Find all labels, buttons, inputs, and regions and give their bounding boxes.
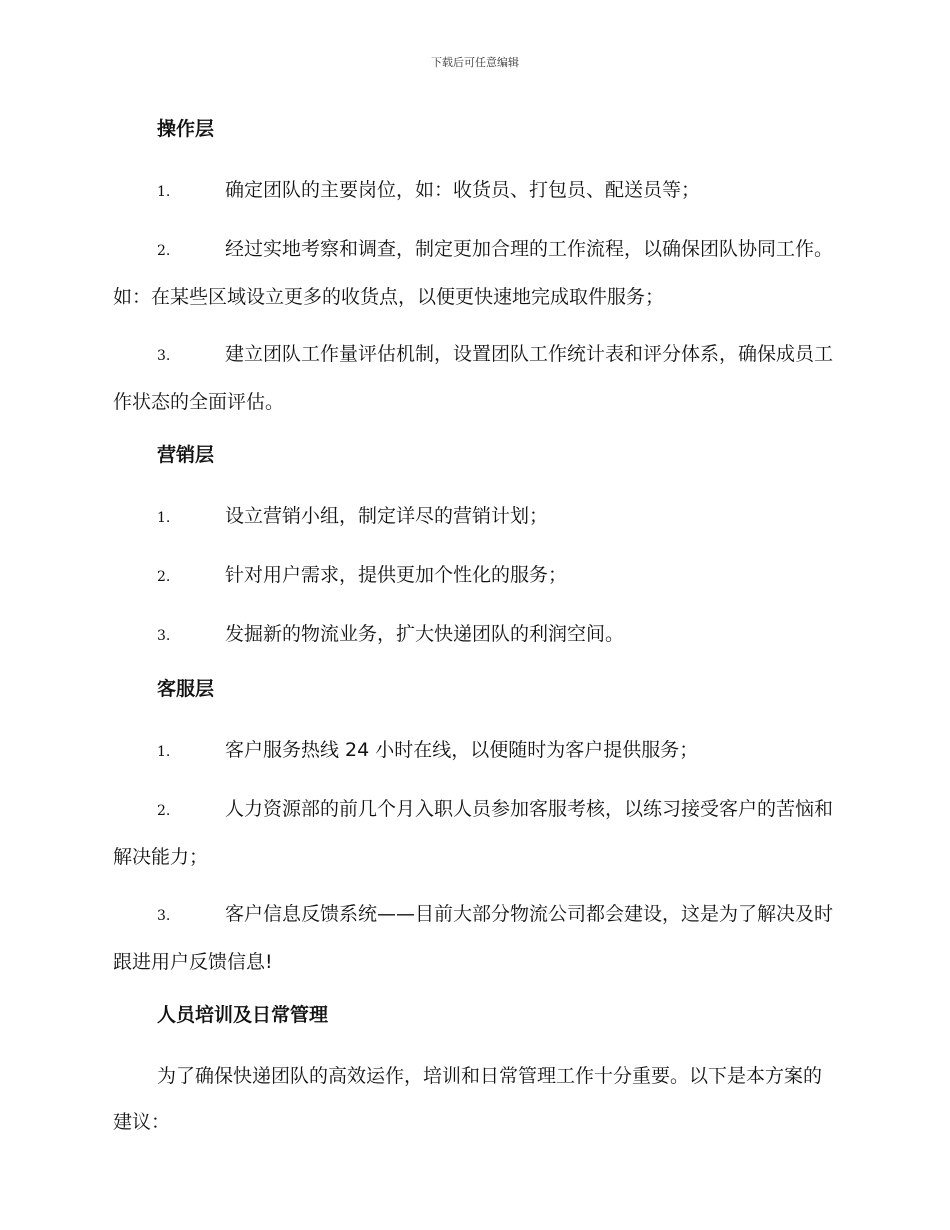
list-item — [113, 891, 833, 985]
item-number: 3. — [157, 628, 171, 644]
item-text: 设立营销小组，制定详尽的营销计划； — [225, 505, 549, 527]
document-body — [113, 110, 833, 1145]
item-number: 2. — [157, 243, 171, 259]
item-text: 发掘新的物流业务，扩大快递团队的利润空间。 — [225, 623, 625, 645]
header-note: 下载后可任意编辑 — [431, 56, 519, 69]
item-number: 1. — [157, 744, 171, 760]
item-text: 针对用户需求，提供更加个性化的服务； — [225, 564, 568, 586]
item-text: 客户服务热线 24 小时在线，以便随时为客户提供服务； — [225, 739, 699, 761]
item-text: 客户信息反馈系统——目前大部分物流公司都会建设，这是为了解决及时跟进用户反馈信息! — [113, 903, 834, 973]
list-item — [113, 727, 833, 775]
section-operations — [113, 110, 833, 425]
item-number: 2. — [157, 569, 171, 585]
item-number: 1. — [157, 184, 171, 200]
list-item — [113, 611, 833, 659]
list-item — [113, 226, 833, 320]
item-text: 确定团队的主要岗位，如：收货员、打包员、配送员等； — [225, 179, 701, 201]
section-heading: 客服层 — [157, 678, 215, 700]
section-marketing — [113, 436, 833, 659]
item-number: 2. — [157, 803, 171, 819]
section-heading: 操作层 — [157, 118, 215, 140]
list-item — [113, 786, 833, 880]
section-heading: 人员培训及日常管理 — [157, 1004, 329, 1026]
body-paragraph: 为了确保快递团队的高效运作，培训和日常管理工作十分重要。以下是本方案的建议： — [113, 1065, 823, 1133]
item-text: 人力资源部的前几个月入职人员参加客服考核，以练习接受客户的苦恼和解决能力； — [113, 798, 834, 868]
list-item — [113, 331, 833, 425]
item-number: 3. — [157, 348, 171, 364]
section-heading: 营销层 — [157, 444, 215, 466]
section-customer-service — [113, 670, 833, 985]
item-text: 建立团队工作量评估机制，设置团队工作统计表和评分体系，确保成员工作状态的全面评估。 — [113, 343, 834, 413]
list-item — [113, 552, 833, 600]
section-training — [113, 996, 833, 1145]
item-number: 1. — [157, 510, 171, 526]
list-item — [113, 167, 833, 215]
item-number: 3. — [157, 908, 171, 924]
item-text: 经过实地考察和调查，制定更加合理的工作流程，以确保团队协同工作。如：在某些区域设立更多的收货点，以便更快速地完成取件服务； — [113, 238, 834, 308]
list-item — [113, 493, 833, 541]
